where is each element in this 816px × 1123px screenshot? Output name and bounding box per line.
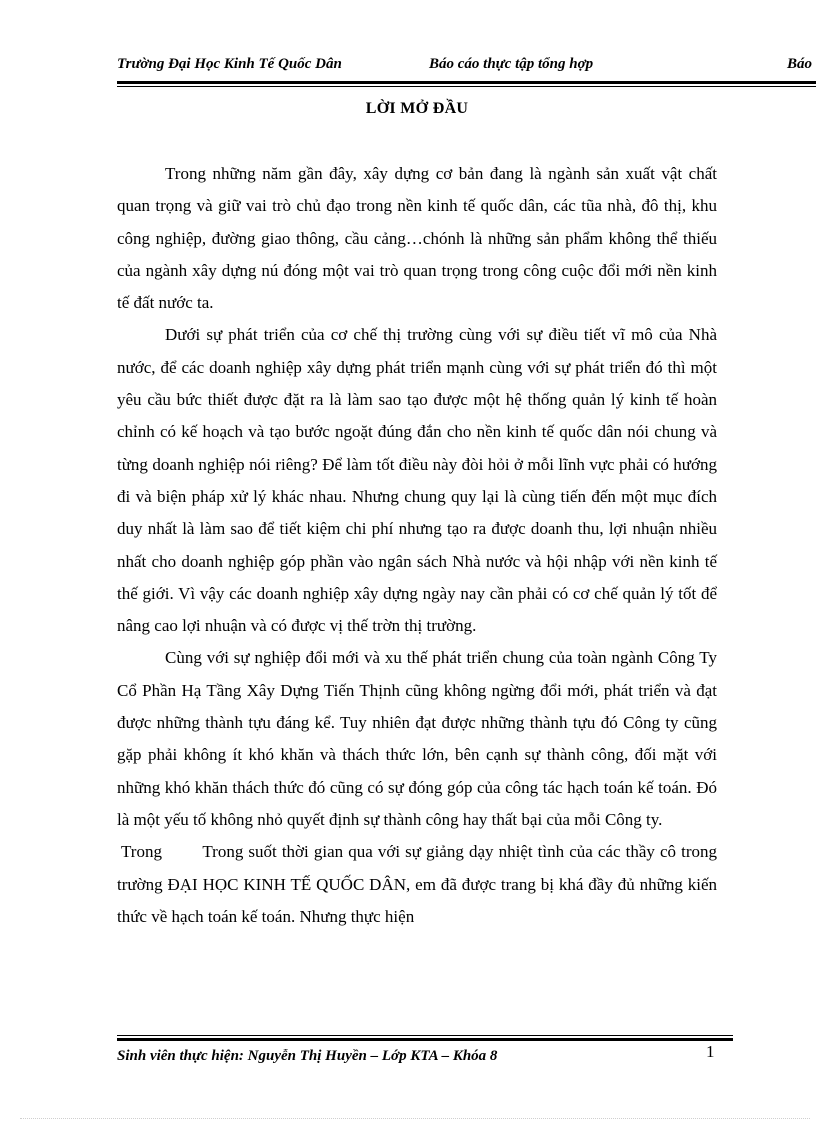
- document-body: [117, 158, 722, 933]
- paragraph: Cùng với sự nghiệp đổi mới và xu thế phát triển chung của toàn ngành Công Ty Cổ Phần Hạ Tầng Xây Dựng Tiến Thịnh cũng không ngừng đổi mới, phát triển và đạt được những thành tựu đáng kể. Tuy nhiên đạt được những thành tựu đó Công ty cũng gặp phải không ít khó khăn và thách thức lớn, bên cạnh sự thành công, đối mặt với những khó khăn thách thức đó cũng có sự đóng góp của công tác hạch toán kế toán. Đó là một yếu tố không nhỏ quyết định sự thành công hay thất bại của mỗi Công ty.: [117, 648, 717, 829]
- header-rule-thick: [117, 81, 816, 84]
- header-rule-thin: [117, 86, 816, 87]
- footer-author: Sinh viên thực hiện: Nguyễn Thị Huyền – Lớp KTA – Khóa 8: [117, 1048, 498, 1064]
- page-edge-divider: [20, 1118, 810, 1119]
- header-overflow-text: Báo: [787, 56, 813, 72]
- footer-rule-thick: [117, 1038, 733, 1041]
- paragraph: Trong những năm gần đây, xây dựng cơ bản đang là ngành sản xuất vật chất quan trọng và giữ vai trò chủ đạo trong nền kinh tế quốc dân, các tũa nhà, đô thị, khu công nghiệp, đường giao thông, cầu cảng…chónh là những sản phẩm không thể thiếu của ngành xây dựng nú đóng một vai trò quan trọng trong công cuộc đổi mới nền kinh tế đất nước ta.: [117, 164, 717, 313]
- page-number: 1: [706, 1042, 715, 1061]
- paragraph: Trong Trong suốt thời gian qua với sự giảng dạy nhiệt tình của các thầy cô trong trường ĐẠI HỌC KINH TẾ QUỐC DÂN, em đã được trang bị khá đầy đủ những kiến thức về hạch toán kế toán. Nhưng thực hiện: [117, 842, 722, 926]
- header-school-name: Trường Đại Học Kinh Tế Quốc Dân: [117, 56, 342, 72]
- page-title: LỜI MỞ ĐẦU: [365, 100, 469, 117]
- paragraph: Dưới sự phát triển của cơ chế thị trường cùng với sự điều tiết vĩ mô của Nhà nước, để các doanh nghiệp xây dựng phát triển mạnh cùng với sự phát triển đó thì một yêu cầu bức thiết được đặt ra là làm sao tạo được một hệ thống quản lý kinh tế hoàn chỉnh có kế hoạch và tạo bước ngoặt đúng đắn cho nền kinh tế quốc dân nói chung và từng doanh nghiệp nói riêng? Để làm tốt điều này đòi hỏi ở mỗi lĩnh vực phải có hướng đi và biện pháp xử lý khác nhau. Nhưng chung quy lại là cùng tiến đến một mục đích duy nhất là làm sao để tiết kiệm chi phí nhưng tạo ra được doanh thu, lợi nhuận nhiều nhất cho doanh nghiệp góp phần vào ngân sách Nhà nước và hội nhập với nền kinh tế thế giới. Vì vậy các doanh nghiệp xây dựng ngày nay cần phải có cơ chế quản lý tốt để nâng cao lợi nhuận và có được vị thế trờn thị trường.: [117, 325, 717, 636]
- footer-rule-thin: [117, 1035, 733, 1036]
- header-report-title: Báo cáo thực tập tổng hợp: [429, 56, 594, 72]
- page-header: [117, 56, 816, 80]
